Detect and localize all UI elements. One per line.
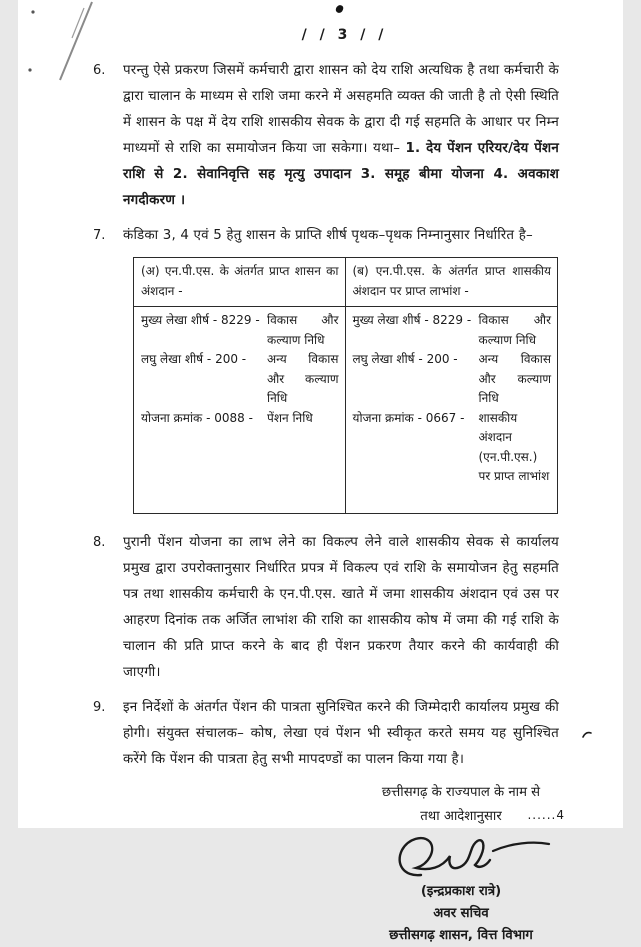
paragraph-6-text xyxy=(123,58,559,214)
paragraph-8-number: 8. xyxy=(93,534,106,550)
account-head-label: मुख्य लेखा शीर्ष - 8229 - xyxy=(141,313,260,327)
paragraph-6-number: 6. xyxy=(93,63,106,78)
signoff-block xyxy=(336,781,586,947)
signoff-order-line: तथा आदेशानुसार xyxy=(420,808,502,824)
document-page xyxy=(18,0,623,943)
account-head-label: मुख्य लेखा शीर्ष - 8229 - xyxy=(352,313,472,327)
paragraph-8 xyxy=(93,530,559,686)
paragraph-9-number: 9. xyxy=(93,699,106,715)
paragraph-7 xyxy=(93,223,559,249)
account-head-value: अन्य विकास और कल्याण निधि xyxy=(267,352,339,405)
paragraph-7-number: 7. xyxy=(93,228,106,243)
account-head-value: विकास और कल्याण निधि xyxy=(267,313,339,347)
paragraph-9 xyxy=(93,695,559,773)
account-head-label: लघु लेखा शीर्ष - 200 - xyxy=(352,352,458,366)
table-col-a-header: (अ) एन.पी.एस. के अंतर्गत प्राप्त शासन का अंशदान - xyxy=(134,258,346,307)
table-row xyxy=(353,311,552,350)
table-col-b-body xyxy=(346,307,558,513)
table-row xyxy=(141,409,339,429)
table-row xyxy=(353,409,552,487)
account-head-label: योजना क्रमांक - 0088 - xyxy=(141,410,253,425)
table-row xyxy=(141,350,339,409)
signature-image xyxy=(391,831,561,881)
table-col-a-body xyxy=(134,307,346,513)
ink-spot xyxy=(335,4,344,14)
ink-tick-mark xyxy=(582,730,592,739)
account-head-label: योजना क्रमांक - 0667 - xyxy=(352,410,465,425)
account-head-value: पेंशन निधि xyxy=(267,410,313,425)
signatory-name: (इन्द्रप्रकाश रात्रे) xyxy=(420,883,502,899)
table-col-b-header: (ब) एन.पी.एस. के अंतर्गत प्राप्त शासकीय अंशदान पर प्राप्त लाभांश - xyxy=(346,258,558,307)
page-number-footer: ......4 xyxy=(527,808,565,822)
signatory-designation: अवर सचिव xyxy=(433,905,489,921)
paragraph-9-text: इन निर्देशों के अंतर्गत पेंशन की पात्रता सुनिश्चित करने की जिम्मेदारी कार्यालय प्रमुख की होगी। संयुक्त संचालक– कोष, लेखा एवं पेंशन भी स्वीकृत करते समय यह सुनिश्चित करेंगे कि पेंशन की पात्रता हेतु सभी मापदण्डों का पालन किया गया है। xyxy=(123,699,559,767)
page-number-header: / / 3 / / xyxy=(301,27,388,43)
account-head-value: अन्य विकास और कल्याण निधि xyxy=(478,352,551,405)
account-head-label: लघु लेखा शीर्ष - 200 - xyxy=(141,352,247,366)
account-head-value: शासकीय अंशदान (एन.पी.एस.) पर प्राप्त लाभांश xyxy=(478,410,550,483)
paragraph-8-text: पुरानी पेंशन योजना का लाभ लेने का विकल्प लेने वाले शासकीय सेवक से कार्यालय प्रमुख द्वारा उपरोक्तानुसार निर्धारित प्रपत्र में विकल्प एवं राशि के समायोजन हेतु सहमति पत्र तथा शासकीय कर्मचारी के एन.पी.एस. खाते में जमा शासकीय अंशदान एवं उस पर आहरण दिनांक तक अर्जित लाभांश की राशि का शासकीय कोष में जमा की गई राशि के चालान की प्रति प्राप्त करने के बाद ही पेंशन प्रकरण तैयार करने की कार्यवाही की जाएगी। xyxy=(123,534,559,680)
account-heads-table xyxy=(133,257,558,514)
paragraph-6-text-bold: 1. देय पेंशन एरियर/देय पेंशन राशि से 2. सेवानिवृत्ति सह मृत्यु उपादान 3. समूह बीमा योजना 4. अवकाश नगदीकरण । xyxy=(123,141,559,208)
table-row xyxy=(141,311,339,350)
account-head-value: विकास और कल्याण निधि xyxy=(478,313,551,347)
paragraph-7-text: कंडिका 3, 4 एवं 5 हेतु शासन के प्राप्ति शीर्ष पृथक–पृथक निम्नानुसार निर्धारित है– xyxy=(123,228,533,243)
document-body xyxy=(18,58,623,773)
paragraph-6 xyxy=(93,58,559,214)
table-row xyxy=(353,350,552,409)
signoff-authority-line: छत्तीसगढ़ के राज्यपाल के नाम से xyxy=(381,784,541,800)
paragraph-6-text-normal: परन्तु ऐसे प्रकरण जिसमें कर्मचारी द्वारा शासन को देय राशि अत्यधिक है तथा कर्मचारी के द्वारा चालान के माध्यम से राशि जमा करने में असहमति व्यक्त की जाती है तो ऐसी स्थिति में शासन के पक्ष में देय राशि शासकीय सेवक के द्वारा दी गई सहमति के आधार पर निम्न माध्यमों से राशि का समायोजन किया जा सकेगा। यथा– xyxy=(123,63,559,156)
signatory-department: छत्तीसगढ़ शासन, वित्त विभाग xyxy=(389,927,533,943)
